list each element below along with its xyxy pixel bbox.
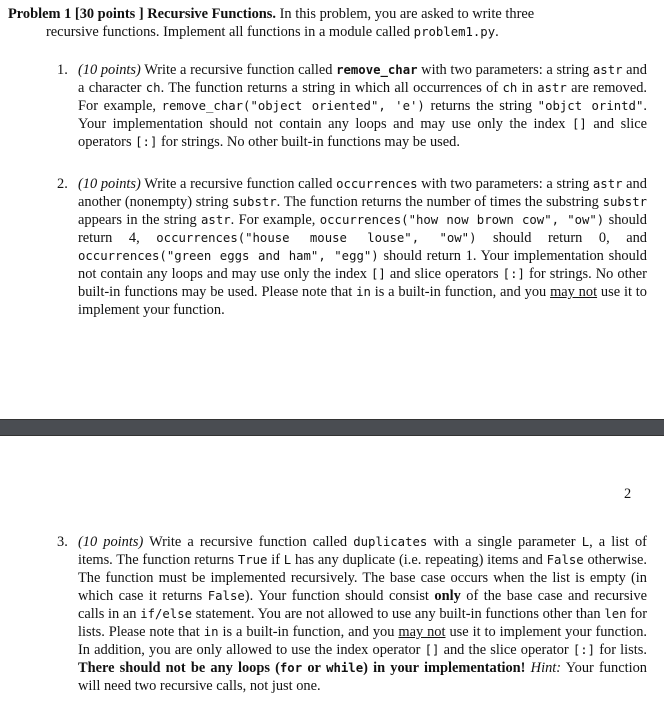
item-points: (10 points): [78, 534, 144, 550]
intro-text: In this problem, you are asked to write three: [279, 6, 535, 22]
item-number: 3.: [57, 534, 68, 550]
item-number: 1.: [57, 62, 68, 78]
problem-title: Recursive Functions.: [147, 6, 276, 22]
problem-label: Problem 1: [8, 6, 72, 22]
emphasis-may-not: may not: [550, 284, 598, 300]
item-body: (10 points) Write a recursive function called occurrences with two parameters: a string astr and another (nonempty) string substr. The function returns the number of times the substring substr appears in the string astr. For example, occurrences("how now brown cow", "ow") should return 4, occurrences("house mouse louse", "ow") should return 0, and occurrences("green eggs and ham", "egg") should return 1. Your implementation should not contain any loops and may use only the index [] and slice operators [:] for strings. No other built-in functions may be used. Please note that in is a built-in function, and you may not use it to implement your function.: [78, 176, 647, 318]
problem-points: [30 points ]: [74, 6, 144, 22]
item-points: (10 points): [78, 176, 141, 192]
item-body: (10 points) Write a recursive function called remove_char with two parameters: a string astr and a character ch. The function returns a string in which all occurrences of ch in astr are removed. For example, remove_char("object oriented", 'e') returns the string "objct orintd". Your implementation should not contain any loops and may use only the index [] and slice operators [:] for strings. No other built-in functions may be used.: [78, 62, 647, 150]
module-name: problem1.py: [413, 25, 496, 39]
code-duplicates: duplicates: [353, 535, 428, 549]
item-number: 2.: [57, 176, 68, 192]
item-body: (10 points) Write a recursive function called duplicates with a single parameter L, a list of items. The function returns True if L has any duplicate (i.e. repeating) items and False otherwise. The function must be implemented recursively. The base case occurs when the list is empty (in which case it returns False). Your function should consist only of the base case and recursive calls in an if/else statement. You are not allowed to use any built-in functions other than len for lists. Please note that in is a built-in function, and you may not use it to implement your function. In addition, you are only allowed to use the index operator [] and the slice operator [:] for lists. There should not be any loops (for or while) in your implementation! Hint: Your function will need two recursive calls, not just one.: [78, 534, 648, 694]
problem-header: Problem 1 [30 points ] Recursive Functions. In this problem, you are asked to write three recursive functions. Implement all functions in a module called problem1.py.: [8, 6, 535, 40]
page-break: [0, 419, 664, 436]
intro-text: recursive functions. Implement all functions in a module called: [46, 24, 411, 40]
hint-label: Hint:: [530, 660, 562, 676]
item-points: (10 points): [78, 62, 141, 78]
code-remove-char: remove_char: [336, 63, 418, 77]
emphasis-may-not: may not: [398, 624, 446, 640]
page-number: 2: [624, 486, 632, 502]
code-occurrences: occurrences: [336, 177, 418, 191]
code-example: remove_char("object oriented", 'e'): [161, 99, 425, 113]
